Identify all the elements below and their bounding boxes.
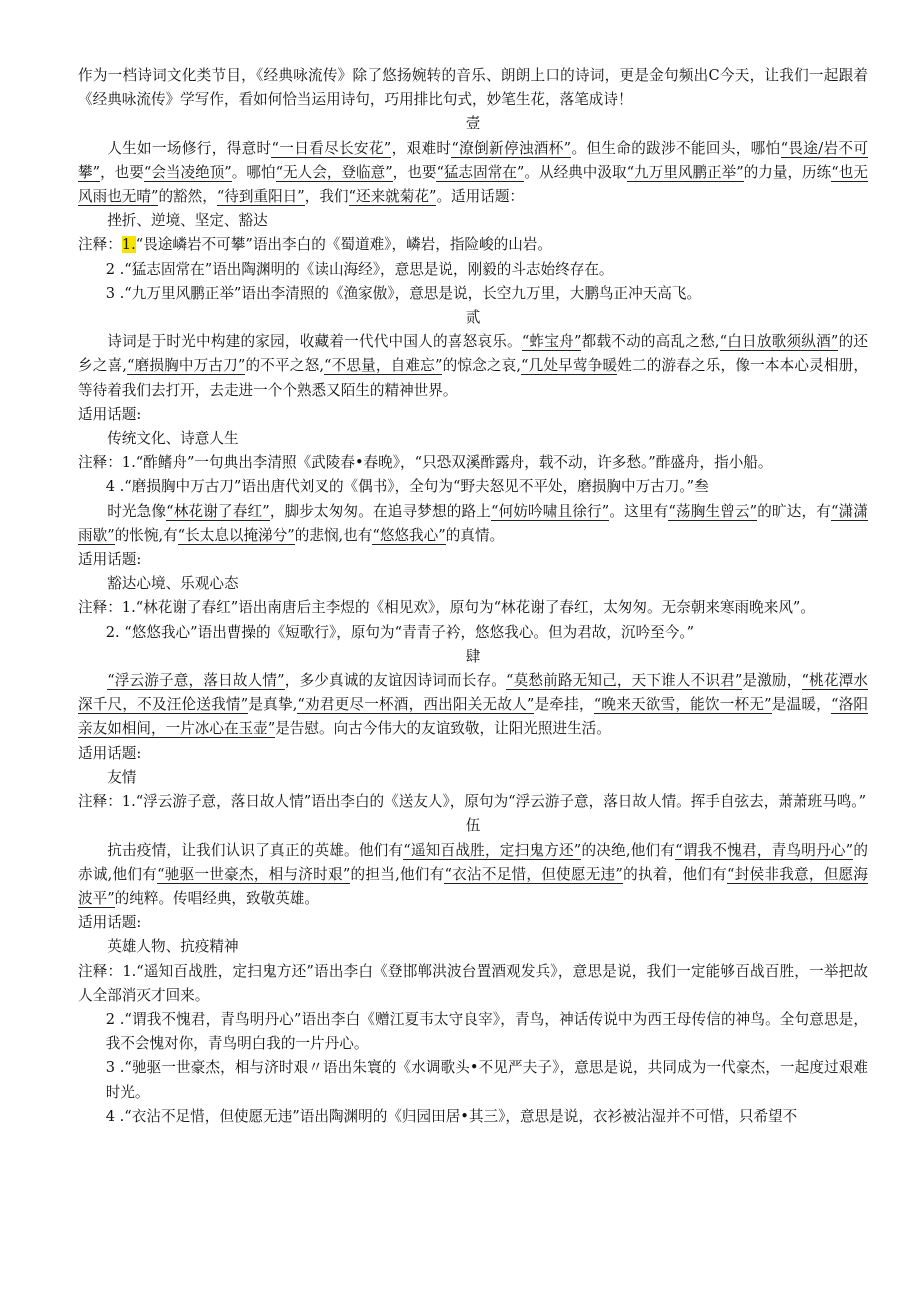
quote: “磨损胸中万古刀” bbox=[126, 357, 246, 375]
section-3-topics: 豁达心境、乐观心态 bbox=[107, 575, 239, 593]
section-4-note-1: 注释：1.“浮云游子意，落日故人情”语出李白的《送友人》，原句为“浮云游子意，落日故人情。挥手自弦去，萧萧班马鸣。” bbox=[78, 793, 867, 811]
quote: “驰驱一世豪杰，相与济时艰” bbox=[157, 865, 351, 883]
quote: “不思量，自难忘” bbox=[323, 357, 443, 375]
text-run: 姓二的游春之乐，像一本本心灵相册，等待着我们去打开，去走进一个个熟悉又陌生的精神世界。 bbox=[78, 357, 869, 399]
text-run: 的执着，他们有 bbox=[622, 865, 727, 883]
section-title-4: 肆 bbox=[465, 647, 481, 665]
quote: “还来就菊花” bbox=[348, 188, 437, 206]
text-run: ，脚步太匆匆。在追寻梦想的路上 bbox=[269, 502, 491, 520]
quote: “潇潇雨歇” bbox=[78, 502, 868, 544]
quote: “长太息以掩涕兮” bbox=[177, 526, 295, 544]
quote: “猛志固常在” bbox=[436, 163, 525, 181]
text-run: 的真情。 bbox=[445, 526, 505, 544]
quote: “待到重阳日” bbox=[216, 188, 305, 206]
text-run: 是激励， bbox=[742, 672, 802, 690]
section-1-paragraph bbox=[78, 137, 868, 210]
text-run: 是牵挂， bbox=[534, 696, 594, 714]
quote: “何妨吟啸且徐行” bbox=[490, 502, 610, 520]
text-run: 的豁然， bbox=[158, 188, 217, 206]
section-3-note-1: 注释：1.“林花谢了春红”语出南唐后主李煜的《相见欢》，原句为“林花谢了春红，太匆匆。无奈朝来寒雨晚来风”。 bbox=[78, 599, 815, 617]
section-1-note-3: 3 .“九万里风鹏正举”语出李清照的《渔家傲》，意思是说，长空九万里，大鹏鸟正冲天高飞。 bbox=[105, 284, 702, 302]
quote: “衣沾不足惜，但使愿无违” bbox=[444, 865, 623, 883]
quote: “桃花潭水深千尺，不及汪伦送我情” bbox=[78, 672, 868, 714]
highlighted-note-number: 1. bbox=[121, 236, 136, 254]
section-3-topics-label: 适用话题: bbox=[78, 551, 142, 569]
quote: “畏途/岩不可攀” bbox=[78, 139, 868, 181]
section-3-paragraph bbox=[78, 500, 868, 548]
section-1-note-1 bbox=[78, 233, 868, 257]
text-run: 诗词是于时光中构建的家园，收藏着一代代中国人的喜怒哀乐。 bbox=[107, 333, 522, 351]
quote: “一日看尽长安花” bbox=[271, 139, 392, 157]
quote: “九万里风鹏正举” bbox=[626, 163, 744, 181]
quote: “会当凌绝顶” bbox=[143, 163, 232, 181]
quote: “几处早莺争暖 bbox=[521, 357, 618, 375]
section-2-note-4: 4 .“磨损胸中万古刀”语出唐代刘叉的《偶书》，全句为“野夫怒见不平处，磨损胸中万古刀。”叁 bbox=[105, 478, 709, 496]
text-run: 的不平之怒, bbox=[245, 357, 324, 375]
section-1-topics: 挫折、逆境、坚定、豁达 bbox=[107, 212, 268, 230]
text-run: ，我们 bbox=[304, 188, 349, 206]
text-run: 时光急像 bbox=[107, 502, 167, 520]
text-run: 。从经典中汲取 bbox=[524, 163, 627, 181]
section-1-note-2: 2 .“猛志固常在”语出陶渊明的《读山海经》，意思是说，刚毅的斗志始终存在。 bbox=[105, 260, 614, 278]
text-run: 。哪怕 bbox=[231, 163, 276, 181]
note-prefix: 注释： bbox=[78, 236, 122, 254]
text-run: 的惊念之哀, bbox=[442, 357, 522, 375]
section-3-note-2: 2. “悠悠我心”语出曹操的《短歌行》，原句为“青青子衿，悠悠我心。但为君故，沉吟至今。” bbox=[105, 623, 695, 641]
text-run: ，多少真诚的友谊因诗词而长存。 bbox=[284, 672, 506, 690]
section-5-topics: 英雄人物、抗疫精神 bbox=[107, 938, 239, 956]
section-4-paragraph bbox=[78, 669, 868, 742]
quote: “也无风雨也无晴” bbox=[78, 163, 868, 206]
text-run: 是告慰。向古今伟大的友谊致敬，让阳光照进生活。 bbox=[275, 720, 611, 738]
text-run: ，也要 bbox=[100, 163, 144, 181]
quote: “遥知百战胜，定扫鬼方还” bbox=[403, 841, 582, 859]
text-run: 是真挚, bbox=[248, 696, 298, 714]
text-run: 是温暖， bbox=[771, 696, 831, 714]
section-2-topics-label: 适用话题: bbox=[78, 405, 142, 423]
text-run: 的决绝,他们有 bbox=[581, 841, 676, 859]
section-5-note-2: 2 .“谓我不愧君，青鸟明丹心”语出李白《赠江夏韦太守良宰》，青鸟，神话传说中为西王母传信的神鸟。全句意思是，我不会愧对你，青鸟明白我的一片丹心。 bbox=[105, 1010, 868, 1053]
section-2-paragraph bbox=[78, 330, 868, 403]
text-run: ，艰难时 bbox=[391, 139, 452, 157]
document-page bbox=[78, 64, 868, 1129]
intro-paragraph: 作为一档诗词文化类节目，《经典咏流传》除了悠扬婉转的音乐、朗朗上口的诗词，更是金句频出C今天，让我们一起跟着《经典咏流传》学写作，看如何恰当运用诗句，巧用排比句式，妙笔生花，落笔成诗！ bbox=[78, 67, 868, 109]
section-title-5: 伍 bbox=[465, 817, 481, 835]
quote: “荡胸生曾云” bbox=[668, 502, 758, 520]
quote: “林花谢了春红” bbox=[166, 502, 270, 520]
text-run: 。适用话题： bbox=[436, 188, 525, 206]
quote: “晚来天欲雪，能饮一杯无” bbox=[593, 696, 772, 714]
section-5-paragraph bbox=[78, 839, 868, 912]
quote: “洛阳亲友如相间，一片冰心在玉壶” bbox=[78, 696, 868, 738]
note-text: “畏途嶙岩不可攀”语出李白的《蜀道难》，嶙岩，指险峻的山岩。 bbox=[135, 236, 552, 254]
quote: “谓我不愧君，青鸟明丹心” bbox=[675, 841, 854, 859]
section-5-note-4: 4 .“衣沾不足惜，但使愿无违”语出陶渊明的《归园田居•其三》，意思是说，衣衫被沾湿并不可惜，只希望不 bbox=[105, 1107, 798, 1125]
text-run: 的担当,他们有 bbox=[350, 865, 445, 883]
section-4-topics: 友情 bbox=[107, 768, 137, 786]
quote: “封侯非我意，但愿海波平” bbox=[78, 865, 868, 907]
section-5-topics-label: 适用话题: bbox=[78, 914, 142, 932]
text-run: 的还乡之喜, bbox=[78, 333, 868, 375]
section-5-note-1: 注释：1.“遥知百战胜，定扫鬼方还”语出李白《登邯郸洪波台置酒观发兵》，意思是说，我们一定能够百战百胜，一举把故人全部消灭才回来。 bbox=[78, 962, 868, 1004]
text-run: 的力量，历练 bbox=[743, 163, 832, 181]
quote: “白日放歌须纵酒” bbox=[719, 333, 839, 351]
text-run: ，也要 bbox=[392, 163, 437, 181]
quote: “无人会，登临意” bbox=[275, 163, 393, 181]
section-5-note-3: 3 .“驰驱一世豪杰，相与济时艰〃语出朱寰的《水调歌头•不见严夫子》，意思是说，共同成为一代豪杰，一起度过艰难时光。 bbox=[105, 1059, 868, 1101]
quote: “浮云游子意，落日故人情” bbox=[107, 672, 285, 690]
text-run: 的怅惋,有 bbox=[114, 526, 178, 544]
section-2-note-1: 注释：1.“酢鳍舟”一句典出李清照《武陵春•春晚》，“只恐双溪酢露舟，载不动，许多愁。”酢盛舟，指小船。 bbox=[78, 454, 773, 472]
section-4-topics-label: 适用话题: bbox=[78, 744, 142, 762]
quote: “劝君更尽一杯酒，西出阳关无故人” bbox=[297, 696, 535, 714]
text-run: 人生如一场修行，得意时 bbox=[107, 139, 272, 157]
text-run: 的纯粹。传唱经典，致敬英雄。 bbox=[114, 889, 319, 907]
section-title-2: 贰 bbox=[465, 309, 481, 327]
text-run: 的悲悯,也有 bbox=[294, 526, 373, 544]
text-run: 都载不动的高乱之愁, bbox=[581, 333, 720, 351]
quote: “莫愁前路无知己，天下谁人不识君” bbox=[505, 672, 743, 690]
quote: “蚱宝舟” bbox=[521, 333, 582, 351]
text-run: 。这里有 bbox=[609, 502, 669, 520]
text-run: 的赤诚,他们有 bbox=[78, 841, 868, 883]
text-run: 抗击疫情，让我们认识了真正的英雄。他们有 bbox=[107, 841, 404, 859]
section-title-1: 壹 bbox=[465, 115, 481, 133]
section-2-topics: 传统文化、诗意人生 bbox=[107, 430, 239, 448]
quote: “潦倒新停浊酒杯” bbox=[451, 139, 572, 157]
text-run: 。但生命的跋涉不能回头，哪怕 bbox=[571, 139, 781, 157]
text-run: 的旷达，有 bbox=[757, 502, 831, 520]
quote: “悠悠我心” bbox=[372, 526, 446, 544]
